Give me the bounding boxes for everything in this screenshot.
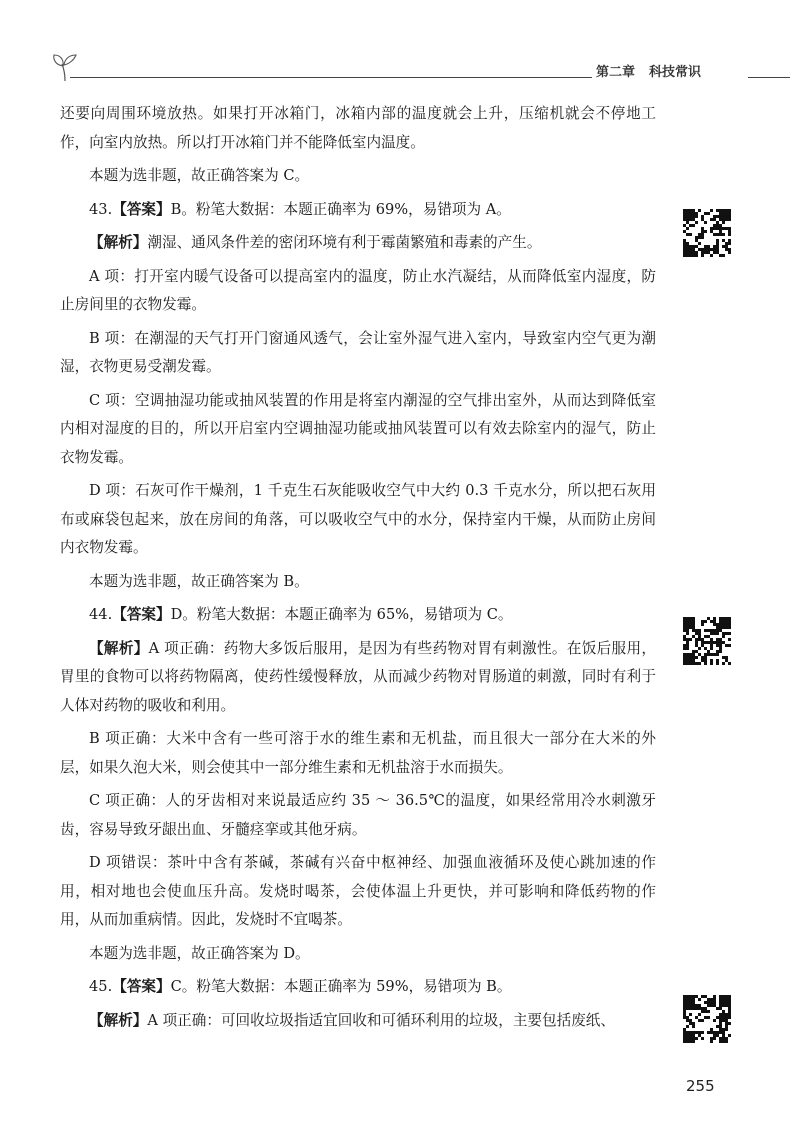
answer-tag: 【答案】 xyxy=(112,606,171,623)
answer-44: 44.【答案】D。粉笔大数据：本题正确率为 65%，易错项为 C。 xyxy=(89,606,513,623)
header-rule-right xyxy=(748,77,790,78)
qr-code-icon[interactable] xyxy=(683,617,731,665)
chapter-label: 第二章 xyxy=(596,65,636,80)
header-rule xyxy=(70,77,592,78)
paragraph: D 项：石灰可作干燥剂，1 千克生石灰能吸收空气中大约 0.3 千克水分，所以把石灰用布或麻袋包起来，放在房间的角落，可以吸收空气中的水分，保持室内干燥，从而防止房间内衣物发霉。 xyxy=(60,482,656,556)
paragraph: 还要向周围环境放热。如果打开冰箱门，冰箱内部的温度就会上升，压缩机就会不停地工作，向室内放热。所以打开冰箱门并不能降低室内温度。 xyxy=(60,105,656,151)
answer-tag: 【答案】 xyxy=(112,978,171,995)
answer-43: 43.【答案】B。粉笔大数据：本题正确率为 69%，易错项为 A。 xyxy=(89,200,511,218)
paragraph: C 项正确：人的牙齿相对来说最适应约 35 ～ 36.5℃的温度，如果经常用冷水刺激牙齿，容易导致牙龈出血、牙髓痉挛或其他牙病。 xyxy=(60,792,656,838)
running-header xyxy=(596,61,746,80)
paragraph: 本题为选非题，故正确答案为 B。 xyxy=(89,572,309,590)
analysis-43: 【解析】潮湿、通风条件差的密闭环境有利于霉菌繁殖和毒素的产生。 xyxy=(89,234,542,251)
qr-code-icon[interactable] xyxy=(683,995,731,1043)
paragraph: B 项正确：大米中含有一些可溶于水的维生素和无机盐，而且很大一部分在大米的外层，如果久泡大米，则会使其中一部分维生素和无机盐溶于水而损失。 xyxy=(60,730,656,776)
analysis-tag: 【解析】 xyxy=(89,234,148,251)
paragraph: 本题为选非题，故正确答案为 C。 xyxy=(89,167,310,184)
paragraph: 本题为选非题，故正确答案为 D。 xyxy=(89,944,310,962)
answer-45: 45.【答案】C。粉笔大数据：本题正确率为 59%，易错项为 B。 xyxy=(89,978,512,995)
qr-code-icon[interactable] xyxy=(683,209,731,257)
page-number: 255 xyxy=(686,1077,715,1095)
answer-tag: 【答案】 xyxy=(112,200,171,218)
analysis-45: 【解析】A 项正确：可回收垃圾指适宜回收和可循环利用的垃圾，主要包括废纸、 xyxy=(89,1011,615,1029)
paragraph: B 项：在潮湿的天气打开门窗通风透气，会让室外湿气进入室内，导致室内空气更为潮湿，衣物更易受潮发霉。 xyxy=(60,329,656,375)
analysis-tag: 【解析】 xyxy=(89,1011,148,1029)
paragraph: A 项：打开室内暖气设备可以提高室内的温度，防止水汽凝结，从而降低室内湿度，防止房间里的衣物发霉。 xyxy=(60,267,656,313)
analysis-tag: 【解析】 xyxy=(89,639,149,657)
paragraph: C 项：空调抽湿功能或抽风装置的作用是将室内潮湿的空气排出室外，从而达到降低室内相对湿度的目的，所以开启室内空调抽湿功能或抽风装置可以有效去除室内的湿气，防止衣物发霉。 xyxy=(60,391,656,466)
section-label: 科技常识 xyxy=(649,65,702,80)
paragraph: D 项错误：茶叶中含有茶碱，茶碱有兴奋中枢神经、加强血液循环及使心跳加速的作用，相对地也会使血压升高。发烧时喝茶，会使体温上升更快，并可影响和降低药物的作用，从而加重病情。因此，发烧时不宜喝茶。 xyxy=(60,854,656,928)
analysis-44: 【解析】A 项正确：药物大多饭后服用，是因为有些药物对胃有刺激性。在饭后服用，胃里的食物可以将药物隔离，使药性缓慢释放，从而减少药物对胃肠道的刺激，同时有利于人体对药物的吸收和利用。 xyxy=(60,639,656,714)
article-body xyxy=(60,100,656,1040)
